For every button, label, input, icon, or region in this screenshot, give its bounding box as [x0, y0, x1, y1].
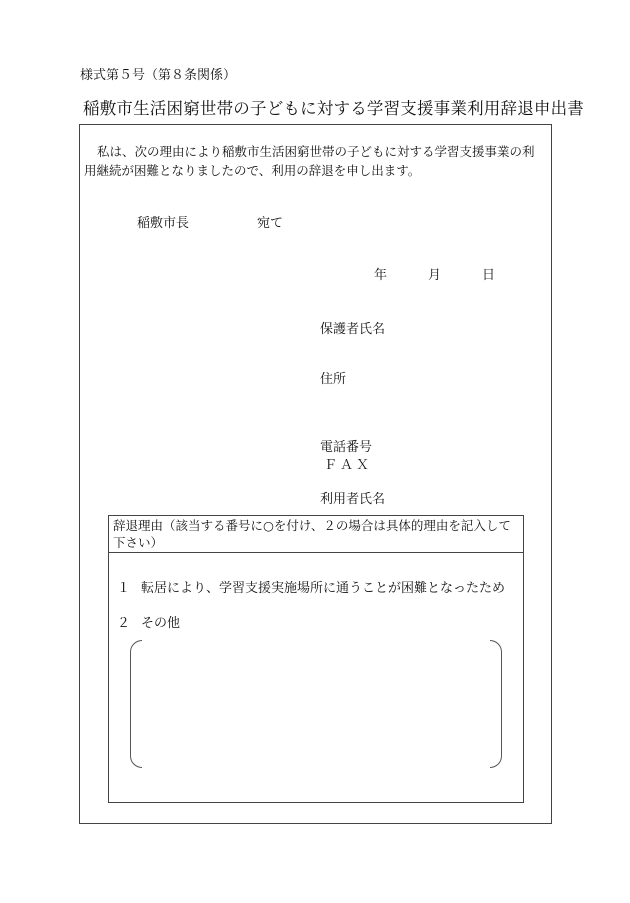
form-number: 様式第５号（第８条関係）: [80, 68, 237, 83]
reason-option-2-number: ２: [117, 616, 131, 631]
addressee-suffix: 宛て: [257, 216, 284, 231]
reason-option-2-text: その他: [141, 616, 181, 631]
reason-box: [108, 515, 524, 803]
reason-option-1-text: 転居により、学習支援実施場所に通うことが困難となったため: [141, 581, 506, 596]
reason-header: 辞退理由（該当する番号に○を付け、２の場合は具体的理由を記入して下さい）: [109, 516, 523, 553]
date-month: 月: [428, 268, 442, 283]
reason-bracket-right: [490, 640, 502, 768]
statement-paragraph: [84, 142, 544, 180]
address-label: 住所: [320, 372, 347, 387]
document-title: 稲敷市生活困窮世帯の子どもに対する学習支援事業利用辞退申出書: [83, 99, 584, 118]
date-year: 年: [374, 268, 388, 283]
fax-label: ＦＡＸ: [324, 458, 373, 473]
user-name-label: 利用者氏名: [320, 492, 386, 507]
reason-bracket-left: [130, 640, 142, 768]
phone-label: 電話番号: [320, 440, 373, 455]
reason-option-1-number: １: [117, 581, 131, 596]
date-day: 日: [482, 268, 496, 283]
guardian-name-label: 保護者氏名: [320, 322, 386, 337]
addressee: 稲敷市長: [137, 216, 190, 231]
statement-text: 私は、次の理由により稲敷市生活困窮世帯の子どもに対する学習支援事業の利用継続が困難となりましたので、利用の辞退を申し出ます。: [84, 144, 535, 178]
